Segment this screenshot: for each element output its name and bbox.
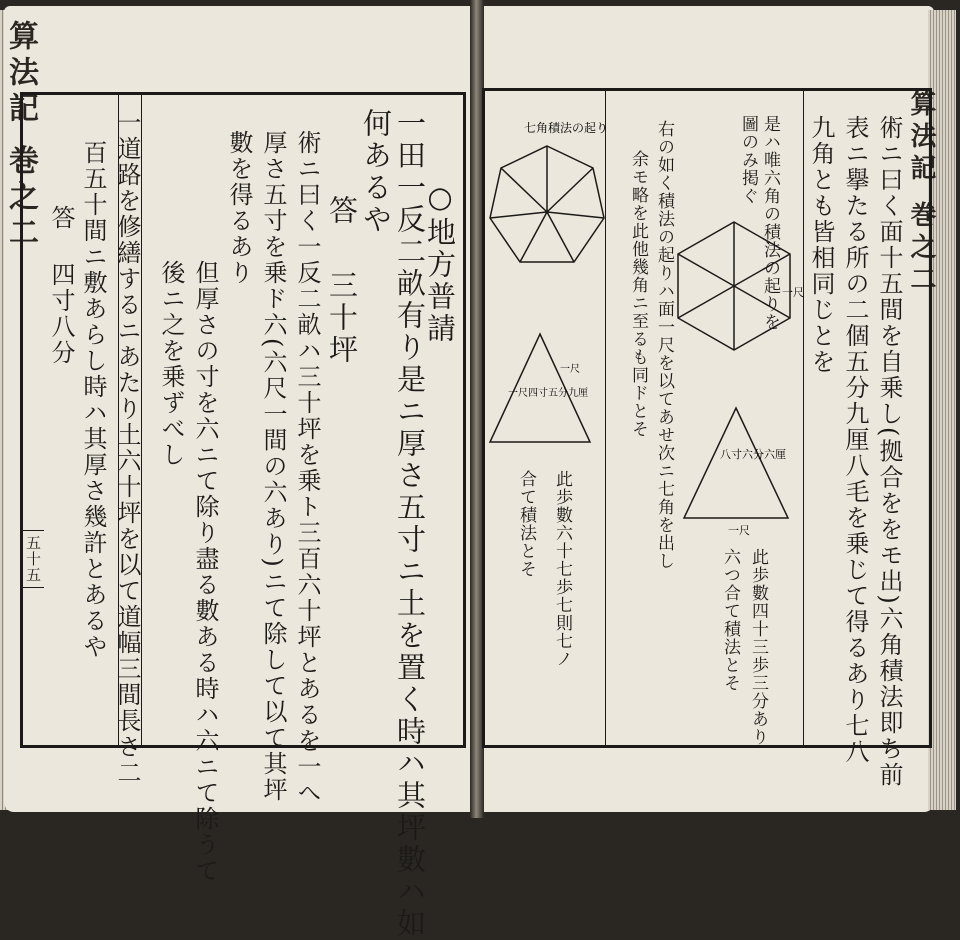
hex-steps-line1: 此歩數四十三歩三分あり — [748, 548, 768, 746]
hex-triangle-base: 一尺 — [728, 524, 750, 537]
right-col2-line1: 是ハ唯六角の積法の起りを — [760, 115, 780, 331]
section-heading: ○地方普請 — [423, 180, 457, 345]
right-col1-line3: 九角とも皆相同じとを — [807, 115, 835, 375]
right-col2b-line2: 余モ略を此他幾角ニ至るも同ドとそ — [628, 150, 648, 438]
problem2-line1: 一道路を修繕するニあたり土六十坪を以て道幅三間長さ二 — [113, 110, 141, 786]
answer2-value: 四寸八分 — [47, 262, 75, 366]
folio-number: 五十五 — [22, 530, 44, 588]
method1-line1: 術ニ曰く一反二畝ハ三十坪を乗ト三百六十坪とあるを一へ — [293, 130, 321, 806]
hept-triangle-height: 一尺四寸五分九厘 — [508, 388, 588, 399]
note1-line1: 但厚さの寸を六ニて除り盡る數ある時ハ六ニて除うて — [191, 260, 219, 884]
right-col2b-line1: 右の如く積法の起りハ面一尺を以てあせ次ニ七角を出し — [654, 120, 674, 570]
right-col1-line2: 表ニ擧たる所の二個五分九厘八毛を乗じて得るあり七八 — [841, 115, 869, 765]
method1-line3: 數を得るあり — [225, 130, 253, 286]
right-margin-title: 算法記 巻之二 — [906, 90, 936, 298]
problem1-line1: 一田一反二畝有り是ニ厚さ五寸ニ土を置く時ハ其坪數ハ如 — [393, 108, 427, 940]
method1-line2: 厚さ五寸を乗ド六(六尺一間の六あり)ニて除して以て其坪 — [259, 130, 287, 803]
heptagon-figure — [490, 146, 604, 262]
answer1-value: 三十坪 — [325, 270, 359, 366]
hexagon-side-label: 一尺 — [782, 286, 804, 299]
hept-steps-line2: 合て積法とそ — [516, 470, 536, 578]
problem1-line2: 何あるや — [359, 108, 393, 236]
right-col2-line2: 圖のみ掲ぐ — [738, 115, 758, 205]
hept-triangle-side: 一尺 — [560, 364, 580, 375]
problem2-line2: 百五十間ニ敷あらし時ハ其厚さ幾許とあるや — [79, 140, 107, 660]
answer2-label: 答 — [47, 205, 75, 231]
hept-steps-line1: 此歩數六十七歩七則七ノ — [552, 470, 572, 668]
answer1-label: 答 — [325, 195, 359, 227]
hex-triangle-figure — [684, 408, 788, 518]
left-margin-title: 算法記 巻之二 — [3, 20, 38, 253]
hex-steps-line2: 六つ合て積法とそ — [720, 548, 740, 692]
heptagon-caption: 七角積法の起り — [524, 121, 609, 135]
right-col1-line1: 術ニ曰く面十五間を自乗し(拠合ををモ出)六角積法即ち前 — [875, 115, 903, 788]
hex-triangle-height: 八寸六分六厘 — [720, 448, 786, 461]
note1-line2: 後ニ之を乗ずべし — [157, 260, 185, 468]
hexagon-figure — [678, 222, 790, 350]
